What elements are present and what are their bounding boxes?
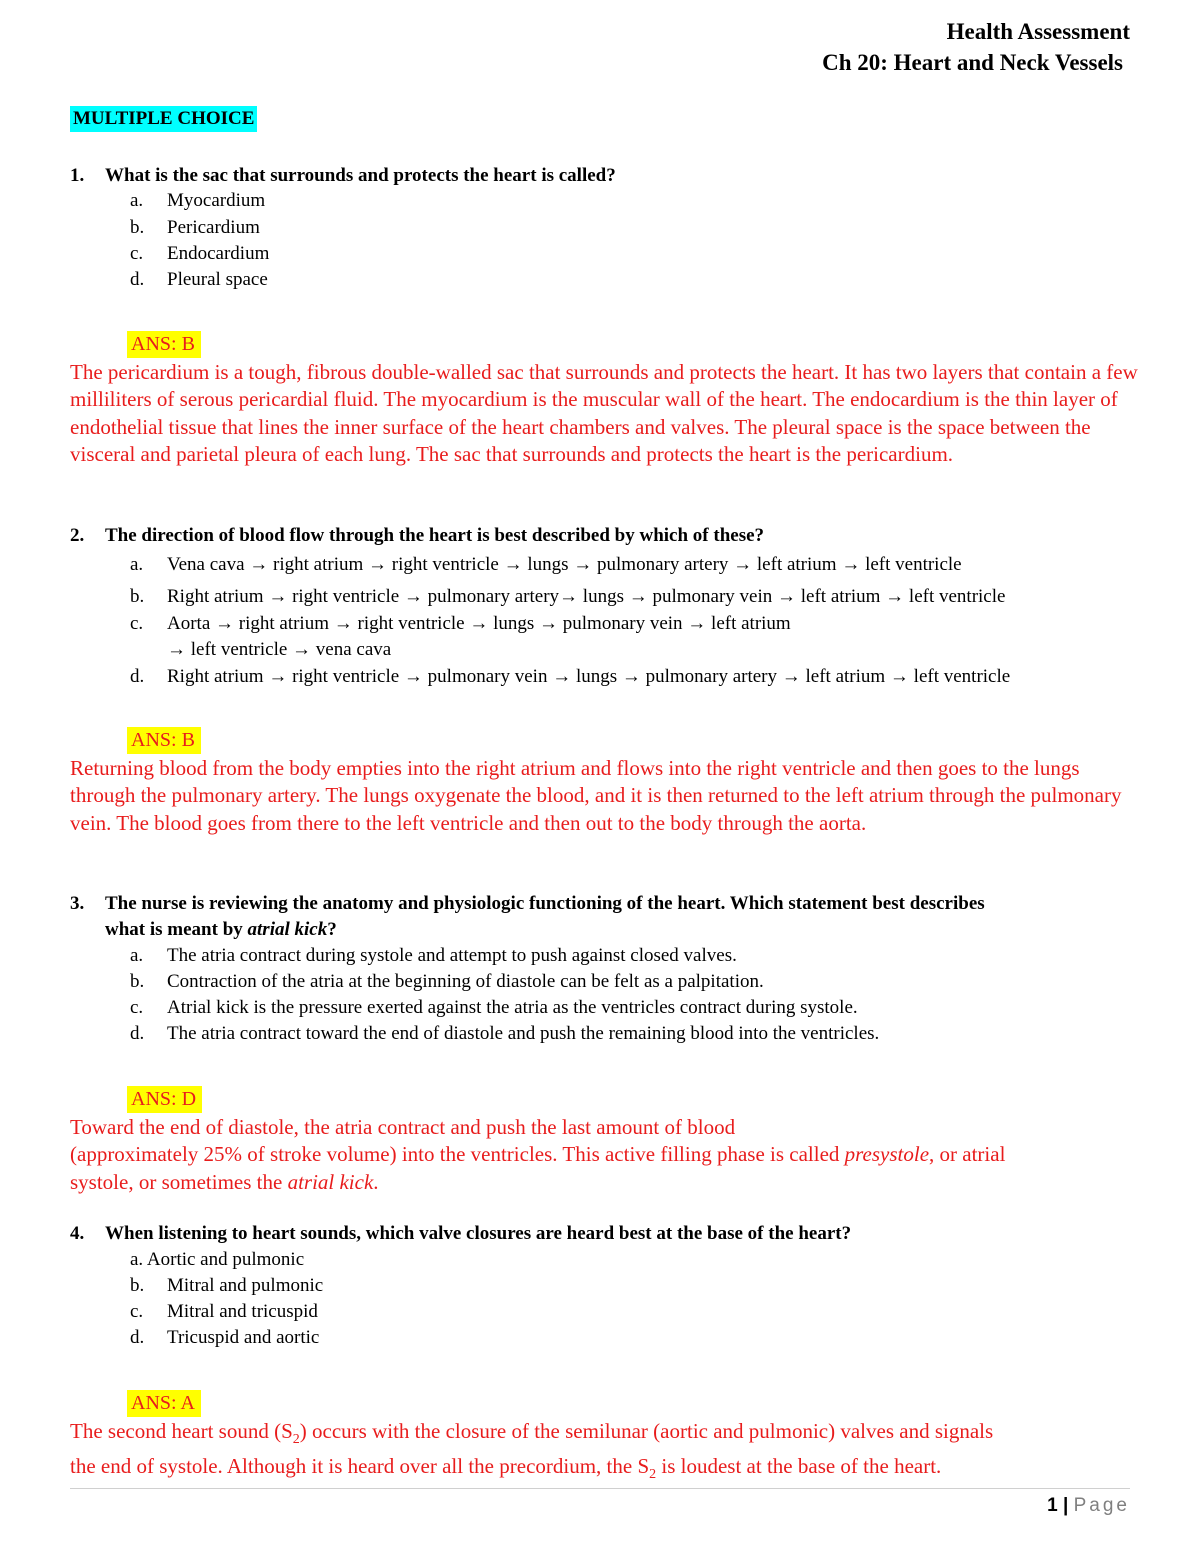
question-3-option-c: c. Atrial kick is the pressure exerted against the atria as the ventricles contract during systole. [130,997,858,1018]
page-label: Page [1073,1495,1130,1516]
page-footer [1047,1495,1130,1517]
atrial-kick-term: atrial kick [247,919,328,940]
question-2-option-c-continued: → left ventricle → vena cava [167,639,392,660]
question-2-stem: 2. The direction of blood flow through the heart is best described by which of these? [70,525,765,546]
section-heading: MULTIPLE CHOICE [70,106,257,132]
question-1-option-a: a. Myocardium [130,190,266,211]
question-3-answer: ANS: D [127,1086,202,1113]
atrial-kick-term-answer: atrial kick [287,1169,374,1194]
question-1-option-b: b. Pericardium [130,217,260,238]
question-4-option-d: d. Tricuspid and aortic [130,1327,320,1348]
question-4-stem: 4. When listening to heart sounds, which valve closures are heard best at the base of the heart? [70,1223,852,1244]
presystole-term: presystole [844,1142,930,1167]
question-1-stem: 1. What is the sac that surrounds and protects the heart is called? [70,165,616,186]
question-2-option-a: a. Vena cava → right atrium → right ventricle → lungs → pulmonary artery → left atrium → left ventricle [130,554,962,575]
question-2-option-b: b. Right atrium → right ventricle → pulmonary artery→ lungs → pulmonary vein → left atrium → left ventricle [130,586,1006,607]
question-1-option-d: d. Pleural space [130,269,268,290]
page-separator: | [1063,1495,1069,1516]
question-1-explanation: The pericardium is a tough, fibrous double-walled sac that surrounds and protects the heart. It has two layers that contain a few milliliters of serous pericardial fluid. The myocardium is the muscular wall of the heart. The endocardium is the thin layer of endothelial tissue that lines the inner surface of the heart chambers and valves. The pleural space is the space between the visceral and parietal pleura of each lung. The sac that surrounds and protects the heart is the pericardium. [70,360,1138,466]
question-3-option-b: b. Contraction of the atria at the beginning of diastole can be felt as a palpitation. [130,971,764,992]
question-3-stem: 3. The nurse is reviewing the anatomy and physiologic functioning of the heart. Which statement best describes what is meant by atrial kick? [70,893,985,940]
question-2-explanation: Returning blood from the body empties into the right atrium and flows into the right ventricle and then goes to the lungs through the pulmonary artery. The lungs oxygenate the blood, and it is then returned to the left atrium through the pulmonary vein. The blood goes from there to the left ventricle and then out to the body through the aorta. [70,756,1122,835]
chapter-title: Ch 20: Heart and Neck Vessels [822,50,1123,75]
document-header [822,16,1130,78]
page-number: 1 [1047,1495,1058,1516]
document-title: Health Assessment [946,19,1130,44]
question-1-answer: ANS: B [127,331,201,358]
question-3-explanation: Toward the end of diastole, the atria contract and push the last amount of blood (approximately 25% of stroke volume) into the ventricles. This active filling phase is called presystole, or atrial systole, or sometimes the atrial kick. [70,1115,1006,1194]
question-4-explanation: The second heart sound $(S_2)$ occurs with the closure of the semilunar (aortic and pulmonic) valves and signals the end of systole. Although it is heard over all the precordium, the $S_2$ is loudest at the base of the heart. [70,1419,994,1483]
question-3-option-a: a. The atria contract during systole and attempt to push against closed valves. [130,945,737,966]
question-4-option-c: c. Mitral and tricuspid [130,1301,318,1322]
question-4-option-a: a. Aortic and pulmonic [130,1249,305,1270]
question-2-answer: ANS: B [127,727,201,754]
question-2-option-d: d. Right atrium → right ventricle → pulmonary vein → lungs → pulmonary artery → left atrium → left ventricle [130,666,1011,687]
question-1-option-c: c. Endocardium [130,243,270,264]
question-3-option-d: d. The atria contract toward the end of diastole and push the remaining blood into the ventricles. [130,1023,880,1044]
question-2-option-c: c. Aorta → right atrium → right ventricle → lungs → pulmonary vein → left atrium [130,613,791,634]
footer-divider [70,1488,1130,1489]
question-4-option-b: b. Mitral and pulmonic [130,1275,324,1296]
question-4-answer: ANS: A [127,1390,201,1417]
